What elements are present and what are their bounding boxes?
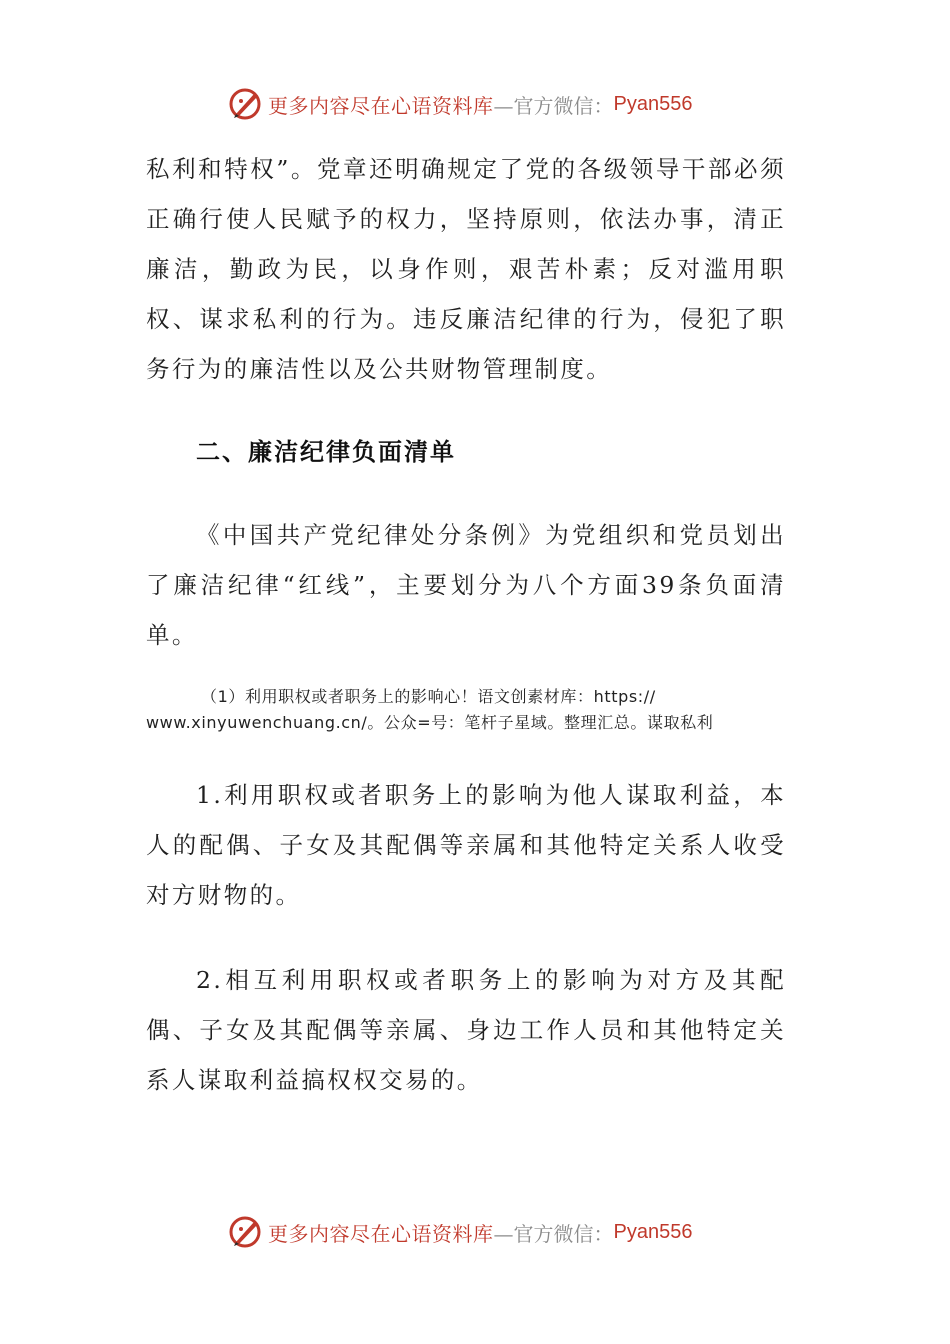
banner-text: 更多内容尽在心语资料库 (268, 93, 494, 118)
footer-banner-separator: —官方微信： (493, 1221, 614, 1246)
document-body (146, 144, 786, 1105)
note-block (146, 684, 786, 736)
pen-circle-logo-icon (228, 87, 262, 121)
footer-banner-text: 更多内容尽在心语资料库 (268, 1221, 494, 1246)
list-item-1: 1.利用职权或者职务上的影响为他人谋取利益，本人的配偶、子女及其配偶等亲属和其他特定关系人收受对方财物的。 (146, 781, 786, 909)
section-heading: 二、廉洁纪律负面清单 (196, 438, 456, 466)
note-line-2: www.xinyuwenchuang.cn/。公众=号：笔杆子星域。整理汇总。谋取私利 (146, 713, 714, 732)
banner-wechat-id: Pyan556 (613, 92, 693, 115)
pen-circle-logo-icon (228, 1215, 262, 1249)
paragraph-2: 《中国共产党纪律处分条例》为党组织和党员划出了廉洁纪律“红线”，主要划分为八个方面39条负面清单。 (146, 521, 786, 649)
footer-banner (228, 1212, 748, 1252)
paragraph-1: 私利和特权”。党章还明确规定了党的各级领导干部必须正确行使人民赋予的权力，坚持原则，依法办事，清正廉洁，勤政为民，以身作则，艰苦朴素；反对滥用职权、谋求私利的行为。违反廉洁纪律的行为，侵犯了职务行为的廉洁性以及公共财物管理制度。 (146, 155, 786, 383)
list-item-2: 2.相互利用职权或者职务上的影响为对方及其配偶、子女及其配偶等亲属、身边工作人员和其他特定关系人谋取利益搞权权交易的。 (146, 966, 786, 1094)
footer-banner-wechat-id: Pyan556 (613, 1220, 693, 1243)
note-line-1: （1）利用职权或者职务上的影响心！语文创素材库：https:// (201, 687, 656, 706)
banner-separator: —官方微信： (493, 93, 614, 118)
header-banner (228, 84, 748, 124)
